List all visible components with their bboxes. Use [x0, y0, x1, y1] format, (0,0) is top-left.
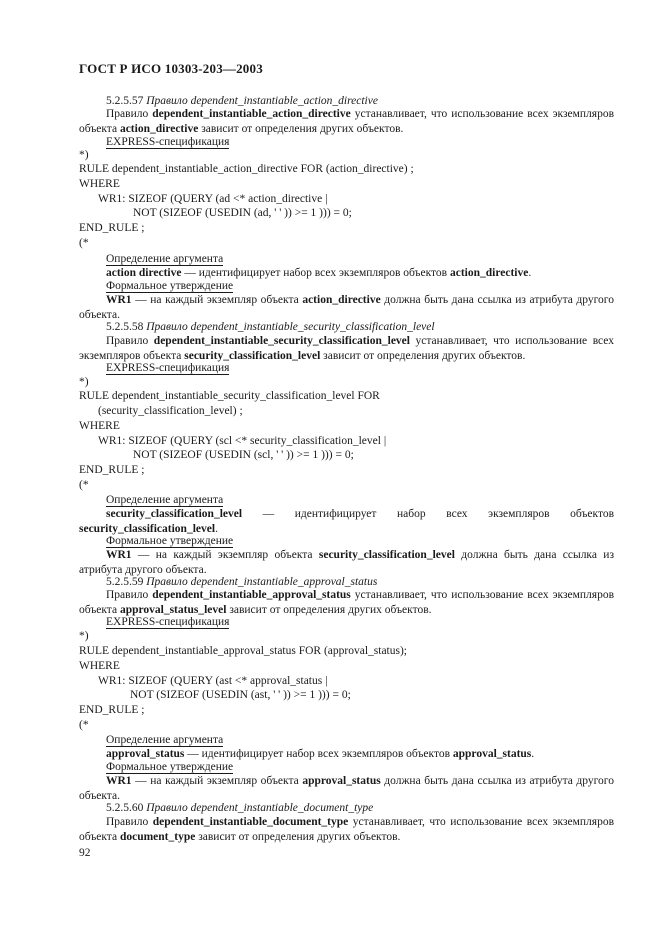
formal-statement	[79, 774, 614, 803]
paragraph-59	[79, 588, 614, 617]
rule-name: dependent_instantiable_action_directive	[152, 108, 351, 120]
entity-name: security_classification_level	[79, 522, 216, 535]
rule-declaration-cont: (security_classification_level) ;	[98, 405, 243, 417]
text: — идентифицирует набор всех экземпляров объектов	[242, 508, 614, 520]
formal-statement	[79, 293, 614, 322]
arg-name: action directive	[106, 267, 182, 279]
express-spec-label: EXPRESS-спецификация	[106, 362, 230, 374]
text: — на каждый экземпляр объекта	[131, 294, 303, 306]
text: устанавливает, что использование всех экземпляров объекта	[79, 335, 615, 362]
text: .	[528, 267, 532, 279]
express-spec-label: EXPRESS-спецификация	[106, 136, 230, 148]
wr1-clause: WR1: SIZEOF (QUERY (scl <* security_classification_level |	[98, 435, 387, 447]
text: зависит от определения других объектов.	[195, 830, 401, 843]
section-title: Правило dependent_instantiable_approval_status	[146, 576, 378, 588]
argument-definition-label: Определение аргумента	[106, 494, 224, 506]
text: устанавливает, что использование всех экземпляров объекта	[79, 816, 615, 843]
wr1-clause: WR1: SIZEOF (QUERY (ad <* action_directive |	[98, 193, 328, 205]
text: — на каждый экземпляр объекта	[131, 775, 303, 787]
not-clause: NOT (SIZEOF (USEDIN (ad, ' ' )) >= 1 ))) = 0;	[133, 207, 352, 219]
argument-definition-label: Определение аргумента	[106, 734, 224, 746]
argument-definition-label: Определение аргумента	[106, 253, 224, 265]
rule-name: dependent_instantiable_security_classification_level	[153, 335, 410, 347]
section-heading-57	[106, 94, 378, 108]
comment-open: *)	[79, 149, 89, 161]
text: устанавливает, что использование всех экземпляров объекта	[79, 589, 615, 616]
express-spec-label: EXPRESS-спецификация	[106, 616, 230, 628]
arg-name: security_classification_level	[106, 508, 243, 520]
entity-name: action_directive	[449, 267, 529, 279]
not-clause: NOT (SIZEOF (USEDIN (ast, ' ' )) >= 1 ))) = 0;	[130, 689, 351, 701]
comment-open: *)	[79, 630, 89, 642]
rule-declaration: RULE dependent_instantiable_action_directive FOR (action_directive) ;	[79, 163, 414, 175]
section-number: 5.2.5.59	[106, 576, 144, 588]
section-title: Правило dependent_instantiable_action_directive	[146, 95, 378, 107]
entity-name: approval_status	[452, 748, 532, 760]
text: должна быть дана ссылка из атрибута другого объекта.	[79, 775, 614, 802]
section-number: 5.2.5.60	[106, 802, 144, 814]
entity-name: security_classification_level	[318, 549, 455, 561]
comment-open: *)	[79, 376, 89, 388]
section-number: 5.2.5.58	[106, 321, 144, 333]
entity-name: action_directive	[119, 122, 199, 135]
formal-statement	[79, 548, 614, 577]
entity-name: approval_status	[302, 775, 381, 787]
text: Правило	[106, 816, 153, 828]
paragraph-57	[79, 107, 614, 136]
end-rule: END_RULE ;	[79, 704, 145, 716]
entity-name: security_classification_level	[184, 349, 321, 362]
text: должна быть дана ссылка из атрибута другого объекта.	[79, 294, 614, 321]
text: Правило	[106, 108, 153, 120]
rule-declaration: RULE dependent_instantiable_approval_status FOR (approval_status);	[79, 645, 408, 657]
text: зависит от определения других объектов.	[226, 603, 432, 616]
not-clause: NOT (SIZEOF (USEDIN (scl, ' ' )) >= 1 ))) = 0;	[133, 449, 354, 461]
end-rule: END_RULE ;	[79, 222, 145, 234]
formal-statement-label: Формальное утверждение	[106, 280, 234, 292]
end-rule: END_RULE ;	[79, 464, 145, 476]
section-number: 5.2.5.57	[106, 95, 144, 107]
text: устанавливает, что использование всех экземпляров объекта	[79, 108, 615, 135]
entity-name: document_type	[119, 830, 196, 843]
formal-statement-label: Формальное утверждение	[106, 535, 234, 547]
where-keyword: WHERE	[79, 660, 120, 672]
argument-definition	[106, 266, 531, 280]
section-heading-58	[106, 320, 435, 334]
section-title: Правило dependent_instantiable_document_type	[146, 802, 374, 814]
formal-statement-label: Формальное утверждение	[106, 761, 234, 773]
text: — идентифицирует набор всех экземпляров объектов	[184, 748, 453, 760]
text: должна быть дана ссылка из атрибута другого объекта.	[79, 549, 614, 576]
page-header-title: ГОСТ Р ИСО 10303-203—2003	[79, 61, 263, 76]
section-heading-60	[106, 801, 373, 815]
wr-label: WR1	[106, 549, 132, 561]
text: — идентифицирует набор всех экземпляров объектов	[181, 267, 450, 279]
wr-label: WR1	[106, 775, 132, 787]
wr1-clause: WR1: SIZEOF (QUERY (ast <* approval_status |	[98, 675, 328, 687]
section-heading-59	[106, 575, 377, 589]
where-keyword: WHERE	[79, 420, 120, 432]
text: .	[215, 522, 218, 535]
entity-name: action_directive	[302, 294, 381, 306]
where-keyword: WHERE	[79, 178, 120, 190]
rule-name: dependent_instantiable_document_type	[152, 816, 349, 828]
argument-definition	[79, 507, 614, 536]
comment-close: (*	[79, 237, 89, 249]
text: Правило	[106, 589, 153, 601]
paragraph-58	[79, 334, 614, 363]
wr-label: WR1	[106, 294, 132, 306]
text: .	[531, 748, 535, 760]
arg-name: approval_status	[106, 748, 185, 760]
comment-close: (*	[79, 719, 89, 731]
text: зависит от определения других объектов.	[198, 122, 404, 135]
text: зависит от определения других объектов.	[320, 349, 526, 362]
section-title: Правило dependent_instantiable_security_classification_level	[146, 321, 435, 333]
entity-name: approval_status_level	[119, 603, 227, 616]
text: Правило	[106, 335, 154, 347]
text: — на каждый экземпляр объекта	[131, 549, 319, 561]
rule-declaration: RULE dependent_instantiable_security_classification_level FOR	[79, 390, 380, 402]
rule-name: dependent_instantiable_approval_status	[152, 589, 351, 601]
comment-close: (*	[79, 479, 89, 491]
argument-definition	[106, 747, 534, 761]
page-number: 92	[79, 847, 91, 859]
paragraph-60	[79, 815, 614, 844]
